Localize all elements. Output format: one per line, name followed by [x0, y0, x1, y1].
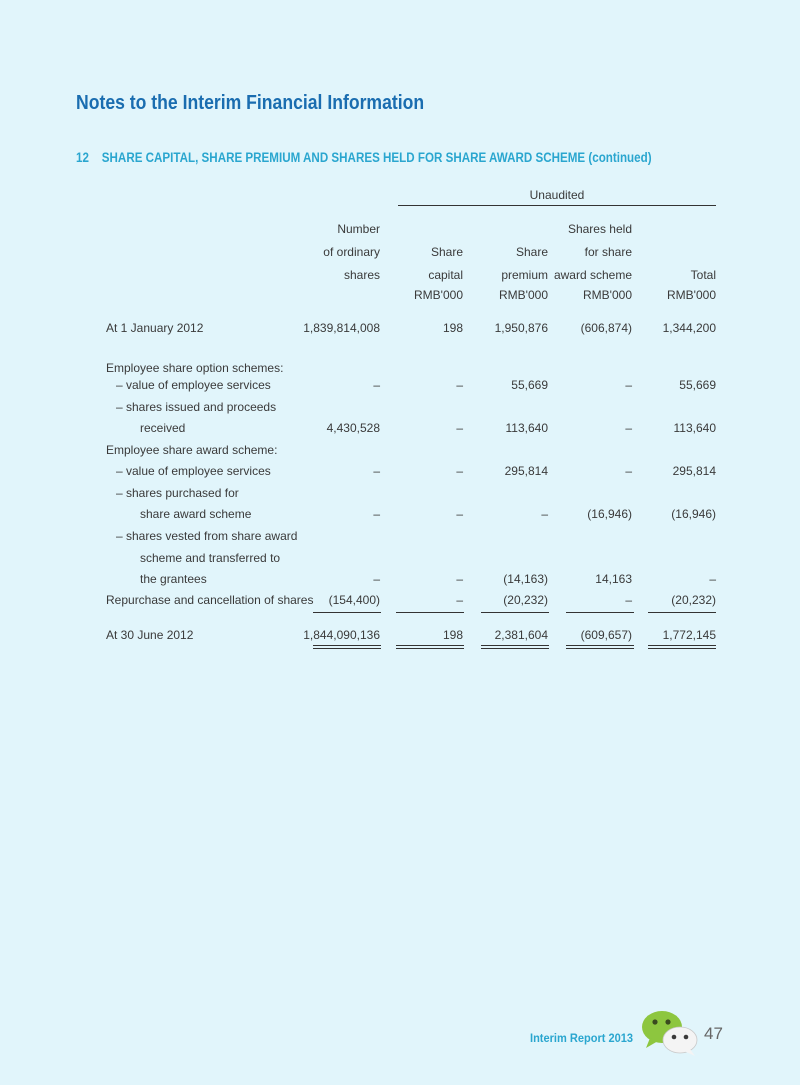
column-header: Share [430, 245, 463, 259]
table-cell: 14,163 [595, 572, 632, 586]
row-label: – value of employee services [116, 378, 271, 392]
page-number: 47 [704, 1024, 723, 1043]
table-cell: (16,946) [671, 507, 716, 521]
table-cell: – [456, 572, 463, 586]
section-heading [76, 150, 652, 165]
column-header: award scheme [553, 268, 632, 282]
table-cell: – [373, 572, 380, 586]
row-label: Repurchase and cancellation of shares [106, 593, 314, 607]
footer-report-title: Interim Report 2013 [530, 1031, 634, 1045]
table-cell: 1,844,090,136 [303, 628, 380, 642]
table-cell: 55,669 [511, 378, 548, 392]
row-label: At 30 June 2012 [106, 628, 194, 642]
row-label: Employee share option schemes: [106, 361, 284, 375]
table-cell: – [373, 378, 380, 392]
group-header: Unaudited [529, 188, 585, 202]
table-cell: 295,814 [672, 464, 716, 478]
table-cell: – [625, 464, 632, 478]
column-header: Shares held [567, 222, 632, 236]
row-label: received [140, 421, 186, 435]
table-cell: (16,946) [587, 507, 632, 521]
double-underline [481, 645, 549, 649]
table-cell: (20,232) [671, 593, 716, 607]
table-cell: 55,669 [679, 378, 716, 392]
table-cell: – [373, 464, 380, 478]
underline [398, 205, 716, 206]
table-cell: (14,163) [503, 572, 548, 586]
table-cell: – [456, 464, 463, 478]
row-label: At 1 January 2012 [106, 321, 204, 335]
column-unit: RMB'000 [667, 288, 716, 302]
underline [396, 612, 464, 613]
table-cell: – [456, 378, 463, 392]
column-header: for share [584, 245, 632, 259]
table-cell: – [625, 593, 632, 607]
double-underline [396, 645, 464, 649]
row-label: – shares issued and proceeds [116, 400, 277, 414]
table-cell: (154,400) [328, 593, 380, 607]
table-cell: 113,640 [673, 421, 716, 435]
table-cell: 295,814 [504, 464, 548, 478]
table-cell: 1,950,876 [494, 321, 548, 335]
table-cell: – [456, 421, 463, 435]
section-title: SHARE CAPITAL, SHARE PREMIUM AND SHARES HELD FOR SHARE AWARD SCHEME (continued) [101, 150, 652, 165]
column-header: capital [428, 268, 463, 282]
table-cell: 1,839,814,008 [303, 321, 380, 335]
row-label: the grantees [140, 572, 207, 586]
column-header: of ordinary [323, 245, 380, 259]
double-underline [566, 645, 634, 649]
double-underline [648, 645, 716, 649]
table-cell: 2,381,604 [494, 628, 548, 642]
row-label: – shares vested from share award [116, 529, 298, 543]
row-label: scheme and transferred to [140, 551, 281, 565]
column-unit: RMB'000 [583, 288, 632, 302]
table-cell: (606,874) [580, 321, 632, 335]
column-header: premium [501, 268, 548, 282]
table-cell: 4,430,528 [326, 421, 380, 435]
column-unit: RMB'000 [499, 288, 548, 302]
underline [566, 612, 634, 613]
row-label: – value of employee services [116, 464, 271, 478]
double-underline [313, 645, 381, 649]
row-label: Employee share award scheme: [106, 443, 278, 457]
column-unit: RMB'000 [414, 288, 463, 302]
column-header: Total [690, 268, 716, 282]
table-cell: (20,232) [503, 593, 548, 607]
row-label: – shares purchased for [116, 486, 239, 500]
column-header: Number [337, 222, 380, 236]
table-cell: 1,772,145 [662, 628, 716, 642]
underline [313, 612, 381, 613]
table-cell: 1,344,200 [662, 321, 716, 335]
table-cell: – [541, 507, 548, 521]
table-cell: 198 [442, 321, 463, 335]
table-cell: – [373, 507, 380, 521]
row-label: share award scheme [140, 507, 252, 521]
underline [481, 612, 549, 613]
column-header: Share [515, 245, 548, 259]
section-number: 12 [76, 150, 89, 165]
table-cell: – [709, 572, 716, 586]
page-title: Notes to the Interim Financial Information [76, 92, 425, 114]
column-header: shares [343, 268, 380, 282]
underline [648, 612, 716, 613]
table-cell: – [456, 507, 463, 521]
wechat-logo-icon [640, 1008, 700, 1058]
table-cell: – [625, 378, 632, 392]
table-cell: – [625, 421, 632, 435]
table-cell: – [456, 593, 463, 607]
table-cell: (609,657) [580, 628, 632, 642]
table-cell: 113,640 [505, 421, 548, 435]
table-cell: 198 [442, 628, 463, 642]
